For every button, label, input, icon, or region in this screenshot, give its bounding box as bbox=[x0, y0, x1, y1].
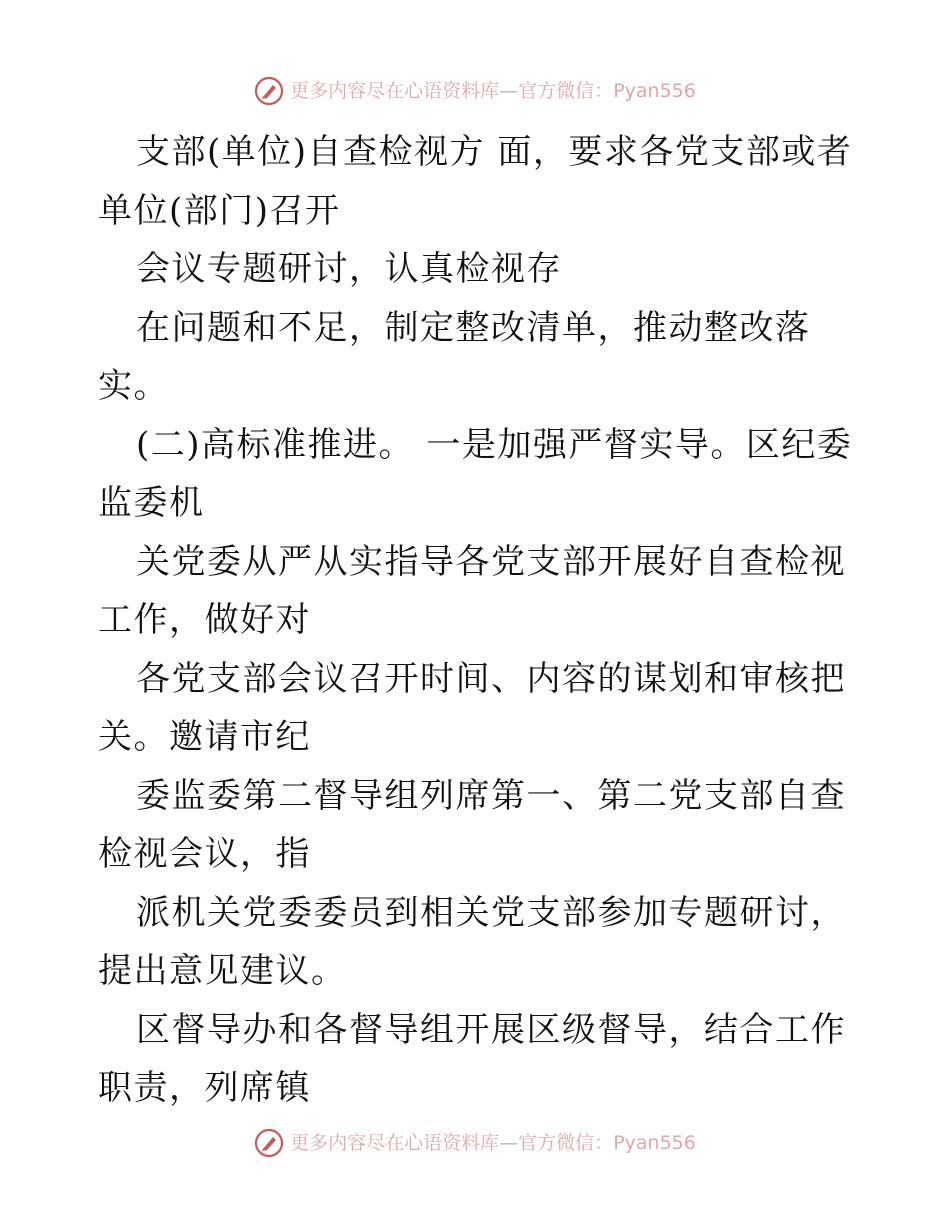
watermark-id: Pyan556 bbox=[613, 1132, 696, 1154]
paragraph: 关党委从严从实指导各党支部开展好自查检视工作，做好对 bbox=[98, 541, 846, 640]
document-body bbox=[98, 123, 858, 1118]
paragraph: 会议专题研讨，认真检视存 bbox=[136, 249, 562, 289]
paragraph: 派机关党委委员到相关党支部参加专题研讨，提出意见建议。 bbox=[98, 892, 846, 991]
watermark-label: 官方微信： bbox=[518, 80, 614, 102]
watermark-main: 更多内容尽在心语资料库 bbox=[290, 1132, 500, 1154]
watermark-label: 官方微信： bbox=[518, 1132, 614, 1154]
footer-watermark bbox=[0, 1128, 950, 1158]
watermark-text bbox=[290, 79, 696, 103]
watermark-dash: — bbox=[499, 80, 519, 102]
paragraph: 支部(单位)自查检视方 面，要求各党支部或者单位(部门)召开 bbox=[98, 132, 853, 231]
watermark-dash: — bbox=[499, 1132, 519, 1154]
pen-seal-icon bbox=[254, 76, 284, 106]
watermark-text bbox=[290, 1131, 696, 1155]
paragraph: 各党支部会议召开时间、内容的谋划和审核把关。邀请市纪 bbox=[98, 658, 846, 757]
watermark-id: Pyan556 bbox=[613, 80, 696, 102]
pen-seal-icon bbox=[254, 1128, 284, 1158]
paragraph: (二)高标准推进。 一是加强严督实导。区纪委监委机 bbox=[98, 424, 853, 523]
paragraph: 在问题和不足，制定整改清单，推动整改落实。 bbox=[98, 307, 811, 406]
paragraph: 区督导办和各督导组开展区级督导，结合工作职责，列席镇 bbox=[98, 1009, 846, 1108]
paragraph: 委监委第二督导组列席第一、第二党支部自查检视会议，指 bbox=[98, 775, 846, 874]
watermark-main: 更多内容尽在心语资料库 bbox=[290, 80, 500, 102]
header-watermark bbox=[0, 76, 950, 106]
